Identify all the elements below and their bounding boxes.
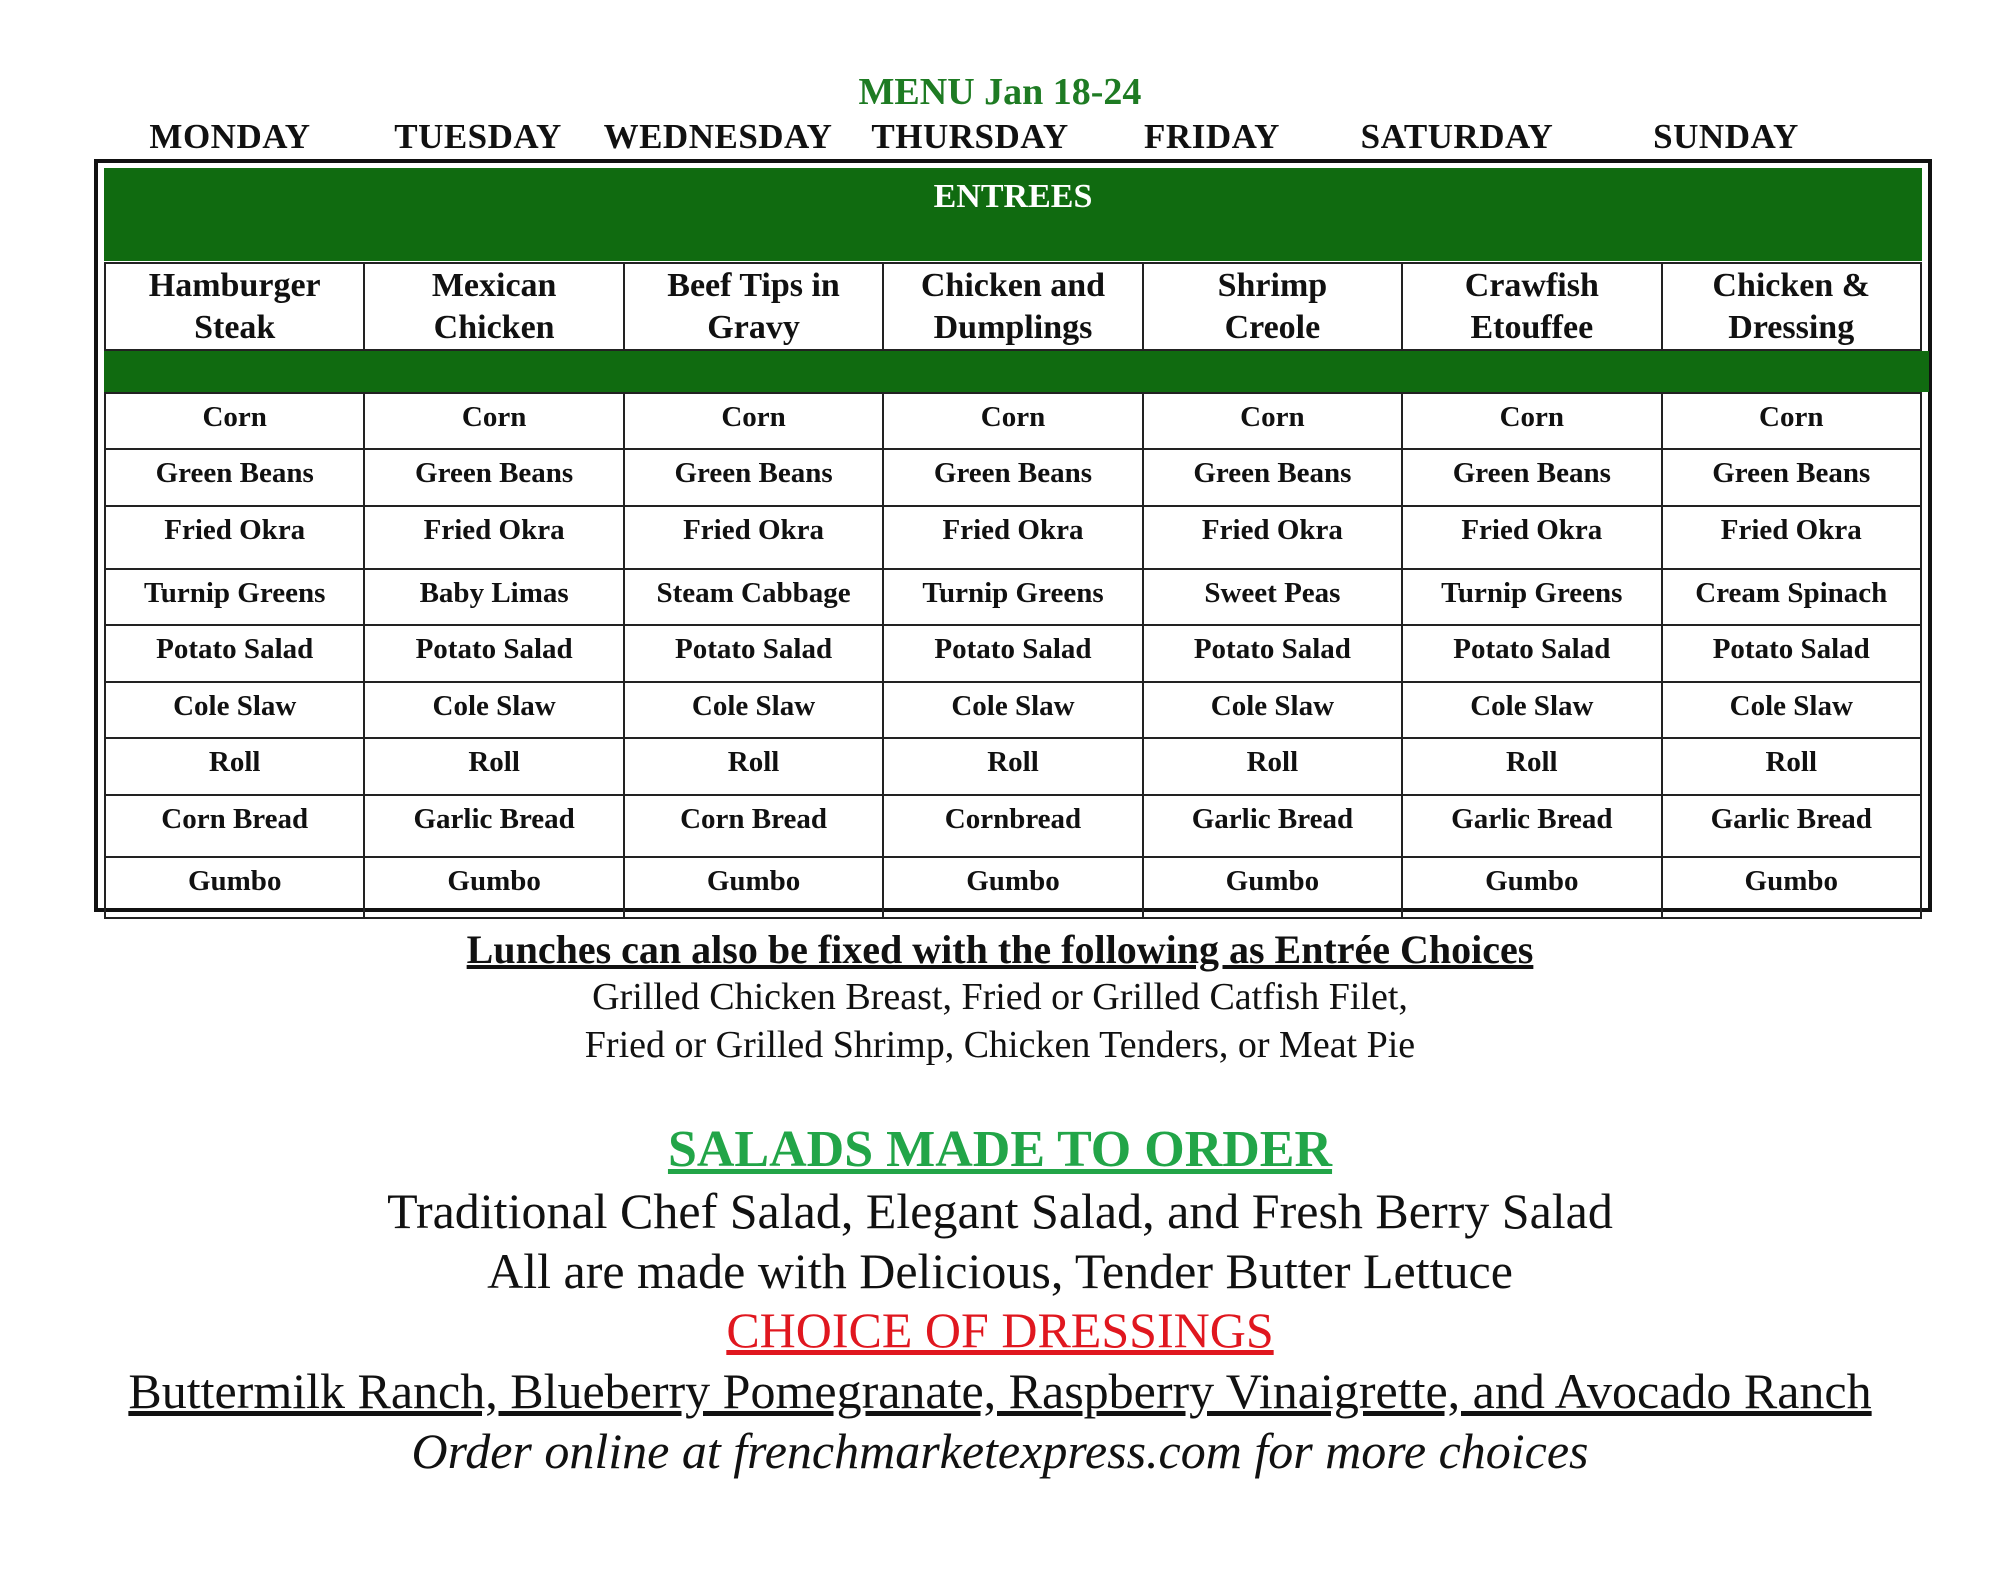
day-friday: FRIDAY (1144, 117, 1280, 156)
side-dish-cell: Cole Slaw (624, 682, 883, 738)
side-dish-cell: Turnip Greens (1402, 569, 1661, 625)
side-dish-cell: Turnip Greens (883, 569, 1142, 625)
sides-divider-band (104, 351, 1929, 392)
side-dish-cell: Green Beans (105, 449, 364, 506)
side-dish-cell: Fried Okra (624, 506, 883, 569)
sides-row (105, 393, 1921, 449)
side-dish-cell: Garlic Bread (1662, 795, 1921, 857)
side-dish-cell: Cole Slaw (364, 682, 623, 738)
side-dish-cell: Cole Slaw (1402, 682, 1661, 738)
side-dish-cell: Corn Bread (105, 795, 364, 857)
side-dish-cell: Garlic Bread (1402, 795, 1661, 857)
side-dish-cell: Cole Slaw (883, 682, 1142, 738)
side-dish-cell: Gumbo (105, 857, 364, 918)
side-dish-cell: Roll (1402, 738, 1661, 795)
side-dish-cell: Baby Limas (364, 569, 623, 625)
day-header-row (95, 117, 1955, 162)
sides-row (105, 625, 1921, 682)
sides-row (105, 506, 1921, 569)
side-dish-cell: Corn Bread (624, 795, 883, 857)
side-dish-cell: Cream Spinach (1662, 569, 1921, 625)
order-online-note: Order online at frenchmarketexpress.com for more choices (411, 1423, 1589, 1479)
entree-table (104, 262, 1922, 351)
side-dish-cell: Gumbo (624, 857, 883, 918)
side-dish-cell: Fried Okra (1662, 506, 1921, 569)
sides-table (104, 392, 1922, 919)
side-dish-cell: Garlic Bread (1143, 795, 1402, 857)
menu-title: MENU Jan 18-24 (858, 71, 1142, 113)
side-dish-cell: Cole Slaw (1143, 682, 1402, 738)
side-dish-cell: Roll (1662, 738, 1921, 795)
side-dish-cell: Corn (364, 393, 623, 449)
side-dish-cell: Roll (624, 738, 883, 795)
side-dish-cell: Roll (105, 738, 364, 795)
entree-monday: Hamburger Steak (105, 263, 364, 350)
dressings-list: Buttermilk Ranch, Blueberry Pomegranate, Raspberry Vinaigrette, and Avocado Ranch (128, 1363, 1872, 1419)
side-dish-cell: Roll (1143, 738, 1402, 795)
sides-row (105, 682, 1921, 738)
side-dish-cell: Green Beans (364, 449, 623, 506)
salads-line-2: All are made with Delicious, Tender Butter Lettuce (487, 1243, 1513, 1299)
day-saturday: SATURDAY (1360, 117, 1554, 156)
dressings-heading: CHOICE OF DRESSINGS (726, 1302, 1274, 1358)
salads-heading: SALADS MADE TO ORDER (667, 1121, 1333, 1178)
sides-row (105, 857, 1921, 918)
side-dish-cell: Turnip Greens (105, 569, 364, 625)
side-dish-cell: Gumbo (1662, 857, 1921, 918)
side-dish-cell: Corn (105, 393, 364, 449)
day-wednesday: WEDNESDAY (603, 117, 833, 156)
side-dish-cell: Gumbo (1402, 857, 1661, 918)
entree-tuesday: Mexican Chicken (364, 263, 623, 350)
side-dish-cell: Steam Cabbage (624, 569, 883, 625)
side-dish-cell: Corn (624, 393, 883, 449)
side-dish-cell: Green Beans (1143, 449, 1402, 506)
side-dish-cell: Corn (883, 393, 1142, 449)
day-sunday: SUNDAY (1653, 117, 1799, 156)
side-dish-cell: Roll (883, 738, 1142, 795)
side-dish-cell: Fried Okra (1402, 506, 1661, 569)
side-dish-cell: Sweet Peas (1143, 569, 1402, 625)
side-dish-cell: Corn (1402, 393, 1661, 449)
side-dish-cell: Cole Slaw (1662, 682, 1921, 738)
side-dish-cell: Fried Okra (1143, 506, 1402, 569)
side-dish-cell: Fried Okra (364, 506, 623, 569)
entree-sunday: Chicken & Dressing (1662, 263, 1921, 350)
entrees-label: ENTREES (933, 178, 1093, 215)
sides-row (105, 449, 1921, 506)
side-dish-cell: Potato Salad (624, 625, 883, 682)
entree-wednesday: Beef Tips in Gravy (624, 263, 883, 350)
entrees-band (104, 168, 1922, 261)
lunch-choices-line-2: Fried or Grilled Shrimp, Chicken Tenders, or Meat Pie (584, 1024, 1416, 1066)
entree-row (105, 263, 1921, 350)
side-dish-cell: Green Beans (883, 449, 1142, 506)
side-dish-cell: Potato Salad (1662, 625, 1921, 682)
day-tuesday: TUESDAY (394, 117, 562, 156)
side-dish-cell: Cole Slaw (105, 682, 364, 738)
side-dish-cell: Potato Salad (364, 625, 623, 682)
side-dish-cell: Potato Salad (1143, 625, 1402, 682)
sides-row (105, 569, 1921, 625)
sides-row (105, 795, 1921, 857)
side-dish-cell: Gumbo (1143, 857, 1402, 918)
side-dish-cell: Potato Salad (1402, 625, 1661, 682)
side-dish-cell: Green Beans (1402, 449, 1661, 506)
side-dish-cell: Corn (1143, 393, 1402, 449)
side-dish-cell: Corn (1662, 393, 1921, 449)
side-dish-cell: Gumbo (364, 857, 623, 918)
side-dish-cell: Green Beans (624, 449, 883, 506)
side-dish-cell: Gumbo (883, 857, 1142, 918)
side-dish-cell: Green Beans (1662, 449, 1921, 506)
side-dish-cell: Potato Salad (105, 625, 364, 682)
lunch-choices-line-1: Grilled Chicken Breast, Fried or Grilled Catfish Filet, (592, 976, 1408, 1018)
day-monday: MONDAY (149, 117, 311, 156)
day-thursday: THURSDAY (871, 117, 1069, 156)
entree-saturday: Crawfish Etouffee (1402, 263, 1661, 350)
entree-friday: Shrimp Creole (1143, 263, 1402, 350)
entree-thursday: Chicken and Dumplings (883, 263, 1142, 350)
sides-row (105, 738, 1921, 795)
side-dish-cell: Garlic Bread (364, 795, 623, 857)
lunch-choices-heading: Lunches can also be fixed with the following as Entrée Choices (466, 927, 1534, 972)
side-dish-cell: Fried Okra (883, 506, 1142, 569)
side-dish-cell: Cornbread (883, 795, 1142, 857)
salads-line-1: Traditional Chef Salad, Elegant Salad, and Fresh Berry Salad (387, 1183, 1613, 1239)
side-dish-cell: Fried Okra (105, 506, 364, 569)
side-dish-cell: Potato Salad (883, 625, 1142, 682)
side-dish-cell: Roll (364, 738, 623, 795)
